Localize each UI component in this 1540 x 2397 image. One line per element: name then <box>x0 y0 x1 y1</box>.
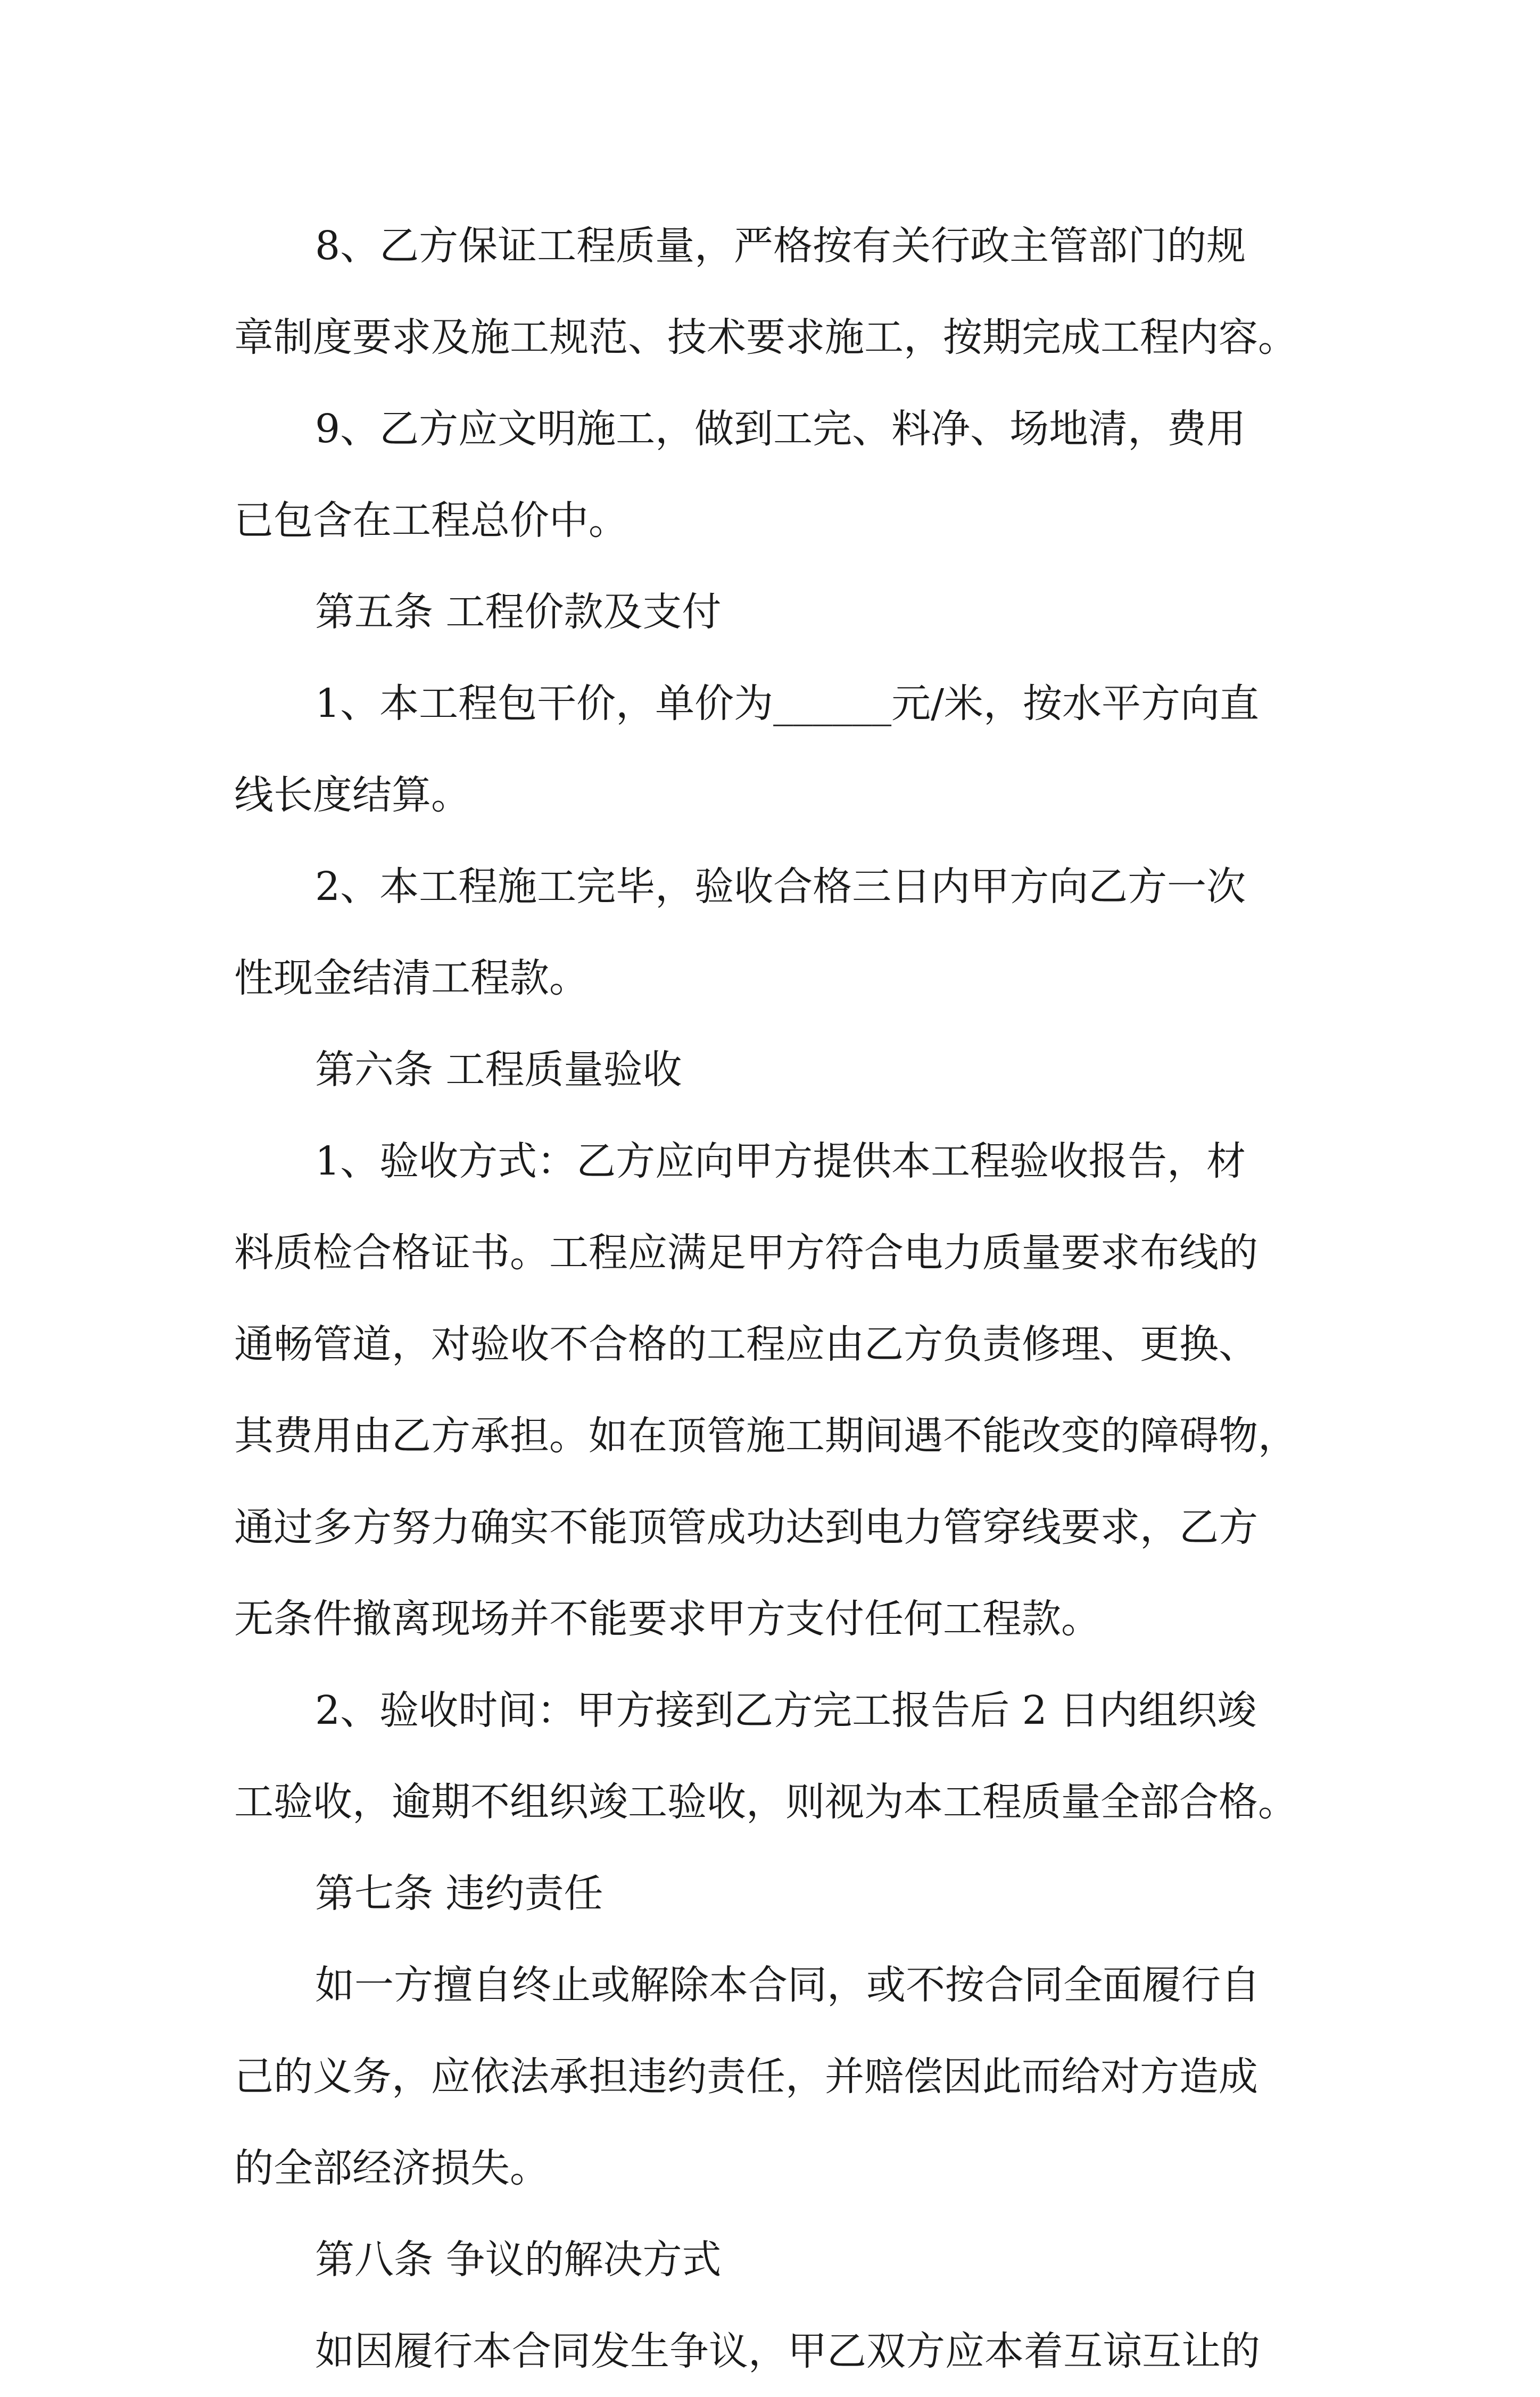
article-6-item-1-line-2: 料质检合格证书。工程应满足甲方符合电力质量要求布线的 <box>234 1230 1258 1276</box>
article-6-item-1-line-1: 1、验收方式：乙方应向甲方提供本工程验收报告，材 <box>315 1138 1246 1184</box>
article-6-item-1-line-6: 无条件撤离现场并不能要求甲方支付任何工程款。 <box>234 1596 1100 1642</box>
article-6-item-1-line-4: 其费用由乙方承担。如在顶管施工期间遇不能改变的障碍物， <box>234 1413 1297 1459</box>
clause-9-line-2: 已包含在工程总价中。 <box>234 498 628 543</box>
article-6-item-1-line-5: 通过多方努力确实不能顶管成功达到电力管穿线要求，乙方 <box>234 1505 1258 1550</box>
article-7-body-line-1: 如一方擅自终止或解除本合同，或不按合同全面履行自 <box>315 1962 1260 2008</box>
article-5-item-1-line-1: 1、本工程包干价，单价为______元/米，按水平方向直 <box>315 681 1260 726</box>
article-5-item-1-line-2: 线长度结算。 <box>234 772 470 818</box>
article-7-heading: 第七条 违约责任 <box>315 1871 603 1916</box>
document-body <box>234 200 1309 2397</box>
clause-8-line-2: 章制度要求及施工规范、技术要求施工，按期完成工程内容。 <box>234 315 1297 360</box>
article-6-heading: 第六条 工程质量验收 <box>315 1047 682 1093</box>
article-8-heading: 第八条 争议的解决方式 <box>315 2237 722 2283</box>
article-7-body-line-3: 的全部经济损失。 <box>234 2145 549 2191</box>
clause-8-line-1: 8、乙方保证工程质量，严格按有关行政主管部门的规 <box>315 223 1246 269</box>
article-6-item-2-line-1: 2、验收时间：甲方接到乙方完工报告后 2 日内组织竣 <box>315 1688 1257 1733</box>
article-5-heading: 第五条 工程价款及支付 <box>315 589 722 635</box>
article-6-item-1-line-3: 通畅管道，对验收不合格的工程应由乙方负责修理、更换、 <box>234 1321 1258 1367</box>
article-5-item-2-line-2: 性现金结清工程款。 <box>234 955 589 1001</box>
clause-9-line-1: 9、乙方应文明施工，做到工完、料净、场地清，费用 <box>315 406 1246 452</box>
article-5-item-2-line-1: 2、本工程施工完毕，验收合格三日内甲方向乙方一次 <box>315 864 1246 910</box>
article-7-body-line-2: 己的义务，应依法承担违约责任，并赔偿因此而给对方造成 <box>234 2054 1258 2100</box>
article-8-body-line-1: 如因履行本合同发生争议，甲乙双方应本着互谅互让的 <box>315 2328 1260 2374</box>
article-6-item-2-line-2: 工验收，逾期不组织竣工验收，则视为本工程质量全部合格。 <box>234 1779 1297 1825</box>
